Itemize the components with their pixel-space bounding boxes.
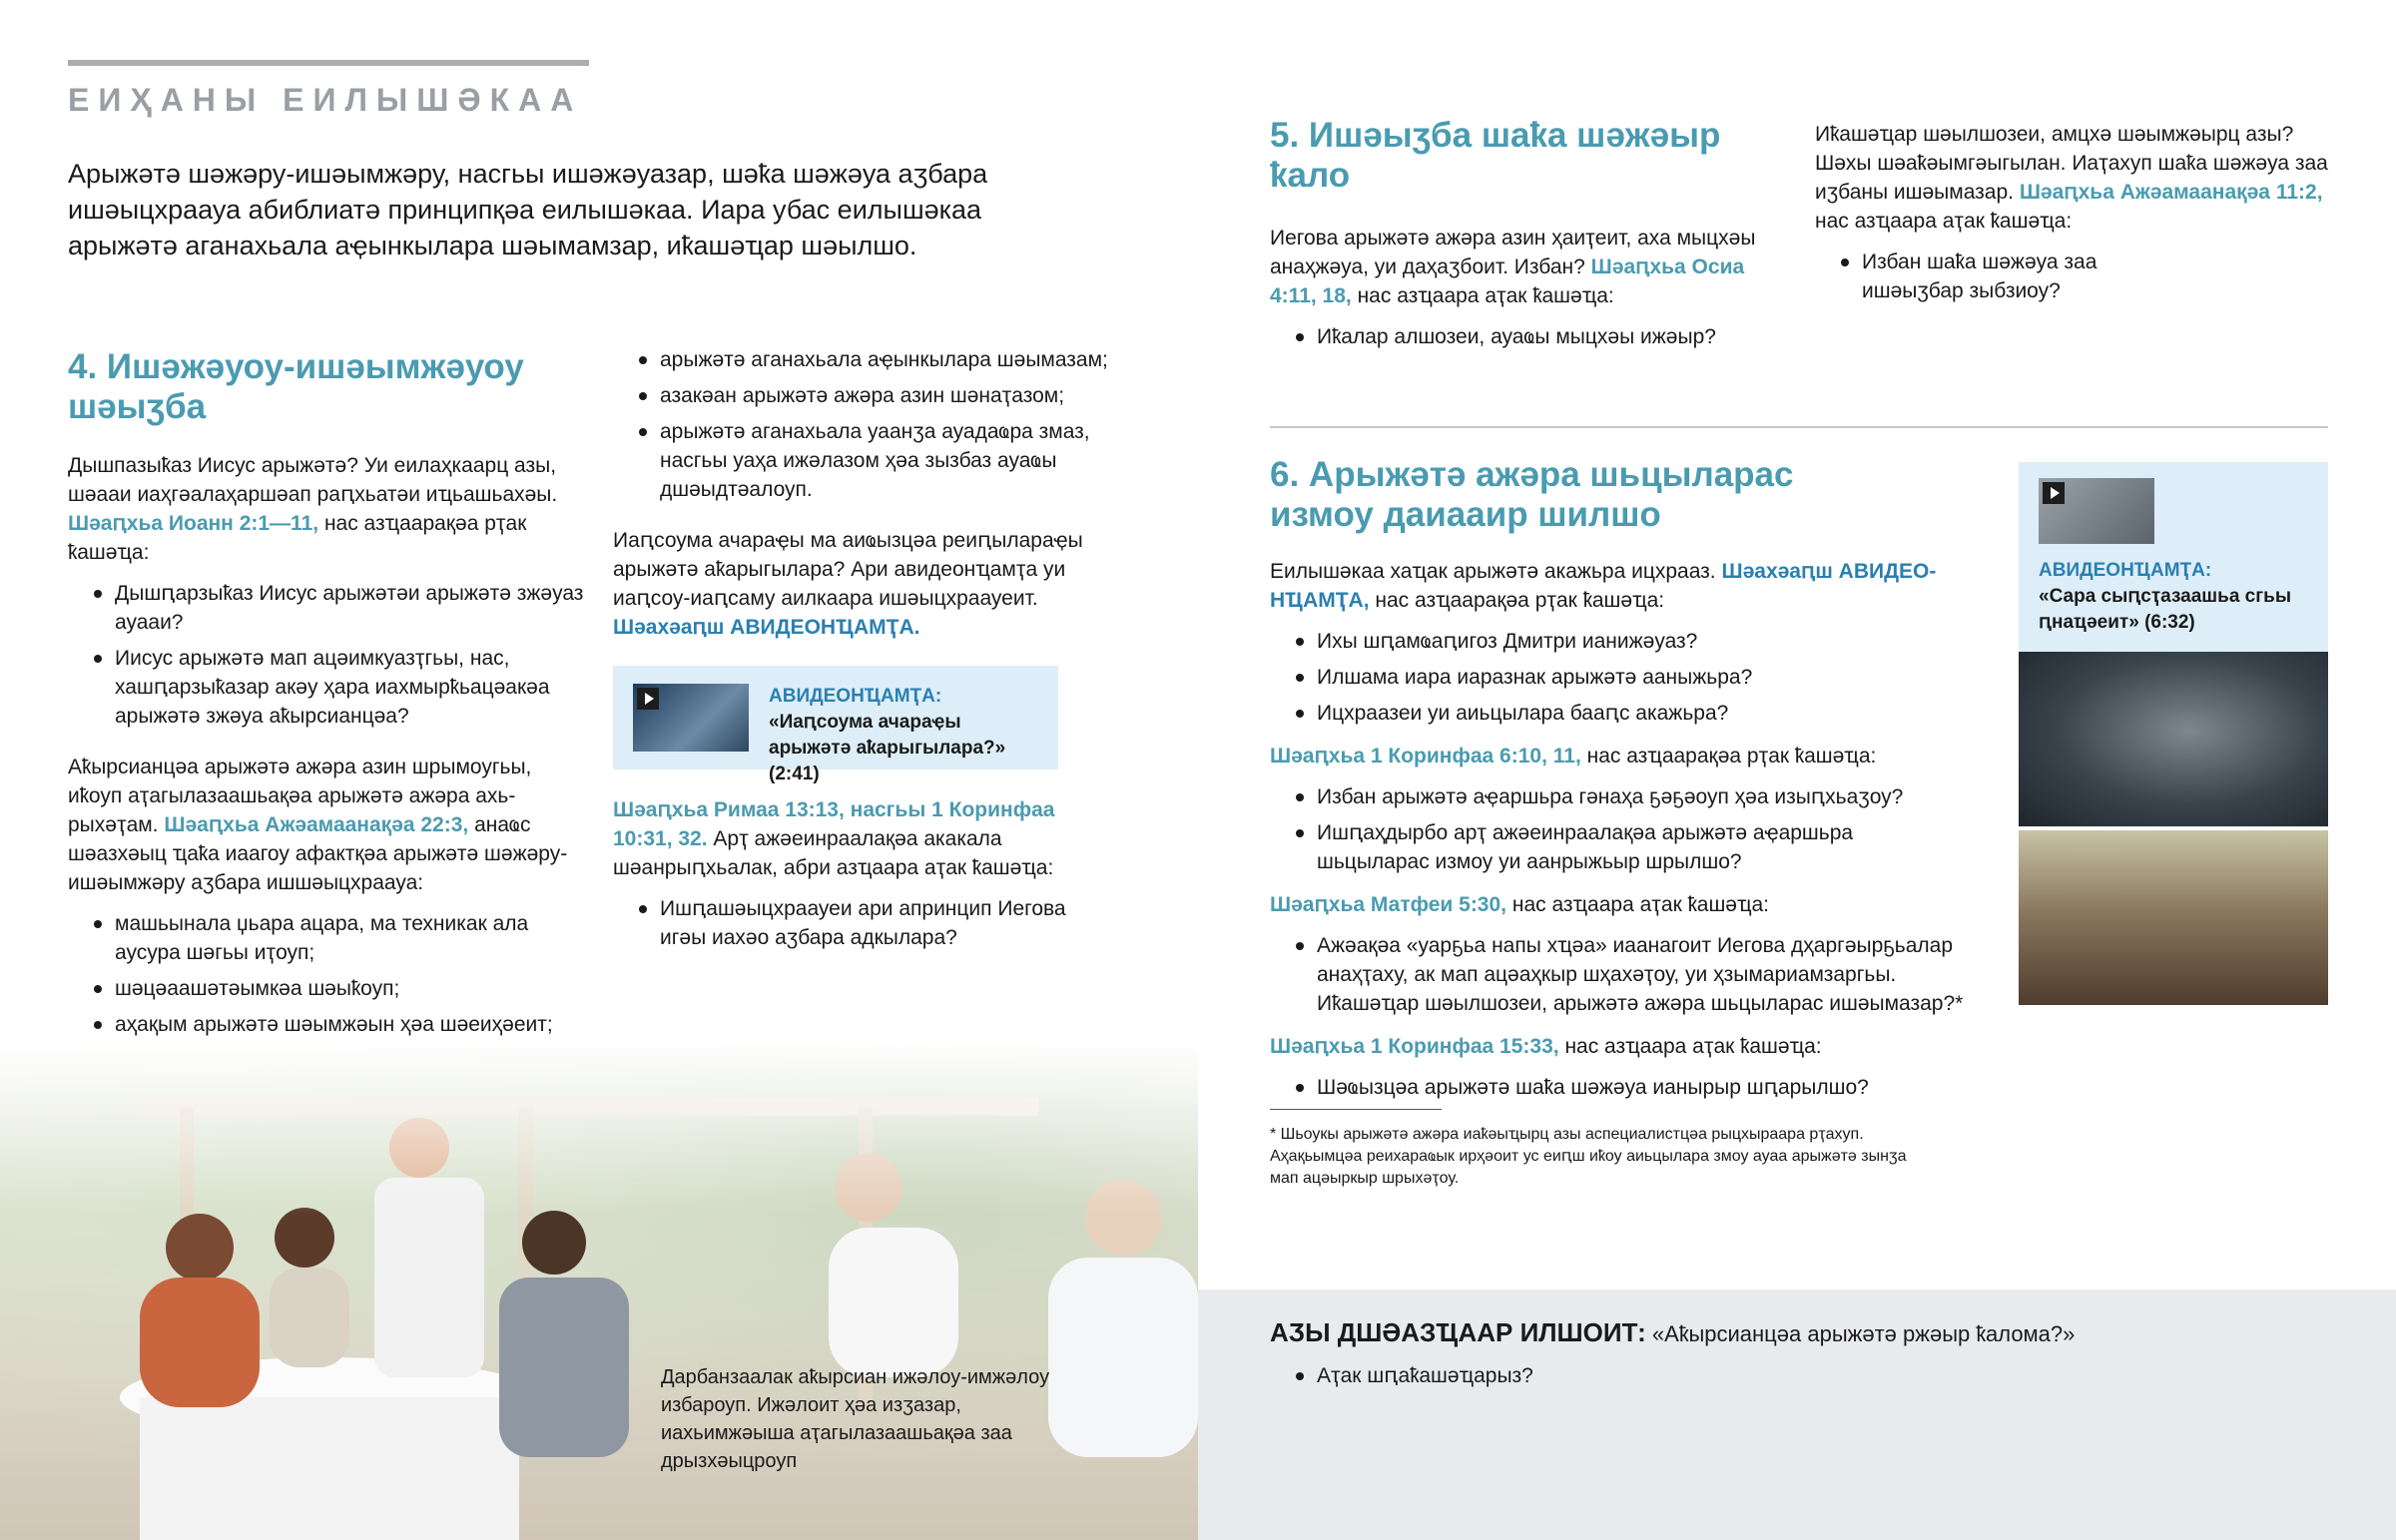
list-item: Избан шаҟа шәжәуа заа ишәыӡбар зыбзиоу?: [1815, 248, 2201, 305]
footnote: * Шьоукы арыжәтә ажәра иаҟәыҵырц азы аспециалистцәа рыцхыраара рҭахуп. Аҳақьымцәа реихараҩык ирҳәоит ус еиԥш иҟоу аиьцылара змоу ауаа арыжәтә зынӡа мап ацәыркыр шрыхәҭоу.: [1270, 1126, 1907, 1187]
paragraph-text: нас азҵаара аҭак ҟашәҵа:: [1564, 1035, 1822, 1058]
title-rule: [68, 60, 589, 66]
list-item: Ихы шԥамҩаԥигоз Дмитри ианижәуаз?: [1270, 627, 1969, 656]
scripture-reference[interactable]: Шәаԥхьа Осиа 4:11, 18,: [1270, 256, 1745, 307]
section-5-title: 5. Ишәыӡба шаҟа шәжәыр ҟало: [1270, 116, 1721, 195]
bullet-list: [613, 345, 1112, 504]
photo-bible-study: [2019, 830, 2328, 1005]
paragraph-text: Арҭ ажәеинраалақәа акакала шәанрыԥхьалак, абри азҵаара аҭак ҟашәҵа:: [613, 827, 1054, 879]
section-5-paragraph-1: [1270, 224, 1789, 310]
video-caption: [769, 684, 1038, 787]
page-title: ЕИҲАНЫ ЕИЛЫШӘКАА: [68, 82, 583, 118]
paragraph-text: Аҟырсианцәа арыжәтә ажәра азин шрымоугьы, иҟоуп аҭагылазаашьақәа арыжәтә ажәра ахь-рыхәҭам.: [68, 756, 532, 836]
paragraph-text: нас азҵаарақәа рҭак ҟашәҵа:: [68, 512, 527, 564]
scripture-reference[interactable]: Шәаԥхьа Матфеи 5:30,: [1270, 893, 1506, 916]
section-6-paragraph-1: [1270, 557, 1969, 615]
scripture-reference[interactable]: Шәаԥхьа Иоанн 2:1—11,: [68, 512, 319, 535]
watch-video-link[interactable]: Шәахәаԥш АВИДЕОНҴАМҬА.: [613, 616, 920, 639]
scripture-reference[interactable]: Шәаԥхьа Римаа 13:13, насгьы 1 Коринфаа 10:31, 32.: [613, 798, 1055, 850]
play-icon[interactable]: [2043, 482, 2065, 504]
bullet-list: [1270, 782, 1969, 876]
bullet-list: [68, 579, 587, 731]
intro-paragraph: Арыжәтә шәжәру-ишәымжәру, насгьы ишәжәуазар, шәҟа шәжәуа аӡбара ишәыцхраауа абиблиатә принципқәа еилышәкаа. Иара убас еилышәкаа арыжәтә аганахьала аҿынкылара шәымамзар, иҟашәҵар шәылшо.: [68, 159, 988, 260]
list-item: Шәҩызцәа арыжәтә шаҟа шәжәуа ианырыр шԥарылшо?: [1270, 1073, 1969, 1102]
section-6-title: 6. Арыжәтә ажәра шьцыларас измоу даиааир шилшо: [1270, 455, 1794, 534]
section-6-paragraph-2: [1270, 742, 1969, 770]
section-4-paragraph-1: [68, 451, 587, 567]
section-divider: [1270, 426, 2328, 428]
list-item: арыжәтә аганахьала аҿынкылара шәымазам;: [613, 345, 1112, 374]
scripture-reference[interactable]: Шәаԥхьа 1 Коринфаа 6:10, 11,: [1270, 745, 1581, 768]
video-title: «Сара сыԥсҭазаашьа сгьы ԥнаҵәеит» (6:32): [2039, 586, 2292, 633]
section-4-col-2: [613, 345, 1112, 959]
section-4-col-1: [68, 347, 587, 1046]
bullet-list: [1270, 1361, 1533, 1397]
paragraph-text: нас азҵаара аҭак ҟашәҵа:: [1357, 284, 1614, 307]
list-item: шәцәаашәтәымкәа шәыҟоуп;: [68, 974, 587, 1003]
scripture-reference[interactable]: Шәаԥхьа Ажәамаанақәа 11:2,: [2019, 181, 2323, 204]
list-item: Дышԥарзыҟаз Иисус арыжәтәи арыжәтә зжәуаз ауааи?: [68, 579, 587, 637]
list-item: Ишԥаҳдырбо арҭ ажәеинраалақәа арыжәтә аҿаршьра шьцыларас измоу уи аанрыжьыр шрылшо?: [1270, 818, 1969, 876]
list-item: аҳақым арыжәтә шәымжәын ҳәа шәеиҳәеит;: [68, 1010, 587, 1039]
section-4-title: 4. Ишәжәуоу-ишәымжәуоу шәыӡба: [68, 347, 524, 426]
list-item: Иҟалар алшозеи, ауаҩы мыцхәы ижәыр?: [1270, 322, 1789, 351]
section-6-paragraph-4: [1270, 1032, 1969, 1061]
video-box[interactable]: [613, 666, 1058, 784]
footnote-rule: [1270, 1109, 1442, 1110]
section-4-paragraph-4: [613, 795, 1112, 882]
paragraph-text: нас азҵаарақәа рҭак ҟашәҵа:: [1586, 745, 1877, 768]
section-4-paragraph-3: [613, 526, 1112, 642]
video-thumbnail[interactable]: [633, 684, 749, 752]
bullet-list: [1270, 1073, 1969, 1102]
bullet-list: [68, 909, 587, 1039]
section-4-paragraph-2: [68, 753, 587, 897]
list-item: Иисус арыжәтә мап ацәимкуазҭгьы, нас, хашԥарзыҟазар акәу ҳара иахмырҟьацәакәа арыжәтә зжәуа аҟырсианцәа?: [68, 644, 587, 731]
list-item: Илшама иара иаразнак арыжәтә ааныжьра?: [1270, 663, 1969, 692]
video-caption: [2039, 558, 2308, 636]
play-icon[interactable]: [637, 688, 659, 710]
list-item: Ажәақәа «уарҕьа напы хҵәа» иаанагоит Иегова дҳаргәырҕьалар анаҳҭаху, ак мап ацәаҳкыр шҳахәҭоу, уи ҳзымариамзаргьы. Иҟашәҵар шәылшозеи, арыжәтә ажәра шьцыларас ишәымазар?*: [1270, 931, 1969, 1018]
list-item: Ицхраазеи уи аиьцылара бааԥс акажьра?: [1270, 699, 1969, 728]
photo-man-sad: [2019, 652, 2328, 826]
scripture-reference[interactable]: Шәаԥхьа Ажәамаанақәа 22:3,: [164, 813, 469, 836]
list-item: арыжәтә аганахьала уаанӡа ауадаҩра змаз, насгьы уаҳа ижәлазом ҳәа зызбаз ауаҩы дшәыдтәалоуп.: [613, 417, 1112, 504]
video-thumbnail[interactable]: [2039, 478, 2154, 544]
video-panel[interactable]: [2019, 462, 2328, 652]
list-item: машьынала џьара ацара, ма техникак ала аусура шәгьы иҭоуп;: [68, 909, 587, 967]
section-5-col-1: [1270, 116, 1789, 358]
restaurant-illustration: [0, 1038, 1198, 1540]
paragraph-text: Дышпазыҟаз Иисус арыжәтә? Уи еилаҳкаарц азы, шәааи иаҳгәалаҳаршәап раԥхьатәи иҵьашьахәы.: [68, 454, 558, 506]
illustration-caption: Дарбанзаалак аҟырсиан ижәлоу-имжәлоу избароуп. Ижәлоит ҳәа изӡазар, иахьимжәыша аҭагылазаашьақәа заа дрызхәыцроуп: [661, 1366, 1050, 1472]
paragraph-text: Иаԥсоума ачараҿы ма аиҩызцәа реиԥылараҿы арыжәтә аҟарыгылара? Ари авидеонҵамҭа уи иаԥсоу-иаԥсаму аилкаара ишәыцхраауеит.: [613, 529, 1083, 610]
footer-question: [1270, 1317, 2075, 1349]
list-item: Ишԥашәыцхраауеи ари апринцип Иегова игәы иахәо аӡбара адкылара?: [613, 894, 1112, 952]
paragraph-text: нас азҵаарақәа рҭак ҟашәҵа:: [1375, 589, 1665, 612]
paragraph-text: нас азҵаара аҭак ҟашәҵа:: [1815, 210, 2073, 233]
footer-question-text: «Аҟырсианцәа арыжәтә ржәыр ҟалома?»: [1651, 1321, 2076, 1346]
paragraph-text: анаҩс шәазхәыц ҵаҟа иаагоу афактқәа арыжәтә шәжәру-ишәымжәру аӡбара ишшәыцхраауа:: [68, 813, 568, 894]
section-5-paragraph-2: [1815, 120, 2334, 236]
list-item: Аҭак шԥаҟашәҵарыз?: [1270, 1361, 1533, 1390]
video-label: АВИДЕОНҴАМҬА:: [769, 686, 942, 707]
section-6-paragraph-3: [1270, 890, 1969, 919]
paragraph-text: нас азҵаара аҭак ҟашәҵа:: [1511, 893, 1770, 916]
section-6-main: [1270, 455, 1969, 1190]
bullet-list: [613, 894, 1112, 952]
list-item: Избан арыжәтә аҿаршьра гәнаҳа ҕәҕәоуп ҳәа изыԥхьаӡоу?: [1270, 782, 1969, 811]
footer-heading: АӠЫ ДШӘАЗҴААР ИЛШОИТ:: [1270, 1317, 1646, 1347]
video-label: АВИДЕОНҴАМҬА:: [2039, 560, 2212, 581]
section-5-col-2: [1815, 120, 2334, 312]
bullet-list: [1270, 931, 1969, 1018]
scripture-reference[interactable]: Шәаԥхьа 1 Коринфаа 15:33,: [1270, 1035, 1559, 1058]
paragraph-text: Еилышәкаа хаҵак арыжәтә акажьра ицхрааз.: [1270, 560, 1716, 583]
video-title: «Иаԥсоума ачараҿы арыжәтә аҟарыгылара?» (2:41): [769, 712, 1006, 784]
paragraph-text: Иегова арыжәтә ажәра азин ҳаиҭеит, аха мыцхәы анаҳжәуа, уи даҳаӡбоит. Избан?: [1270, 227, 1756, 278]
watch-video-link[interactable]: Шәахәаԥш АВИДЕО-НҴАМҬА,: [1270, 560, 1937, 612]
bullet-list: [1270, 627, 1969, 728]
footer-box: [1198, 1289, 2396, 1540]
list-item: азакәан арыжәтә ажәра азин шәнаҭазом;: [613, 381, 1112, 410]
bullet-list: [1815, 248, 2334, 305]
bullet-list: [1270, 322, 1789, 351]
paragraph-text: Иҟашәҵар шәылшозеи, амцхә шәымжәырц азы? Шәхы шәаҟәымгәыгылан. Иаҭахуп шаҟа шәжәуа заа иӡбаны ишәымазар.: [1815, 123, 2328, 204]
